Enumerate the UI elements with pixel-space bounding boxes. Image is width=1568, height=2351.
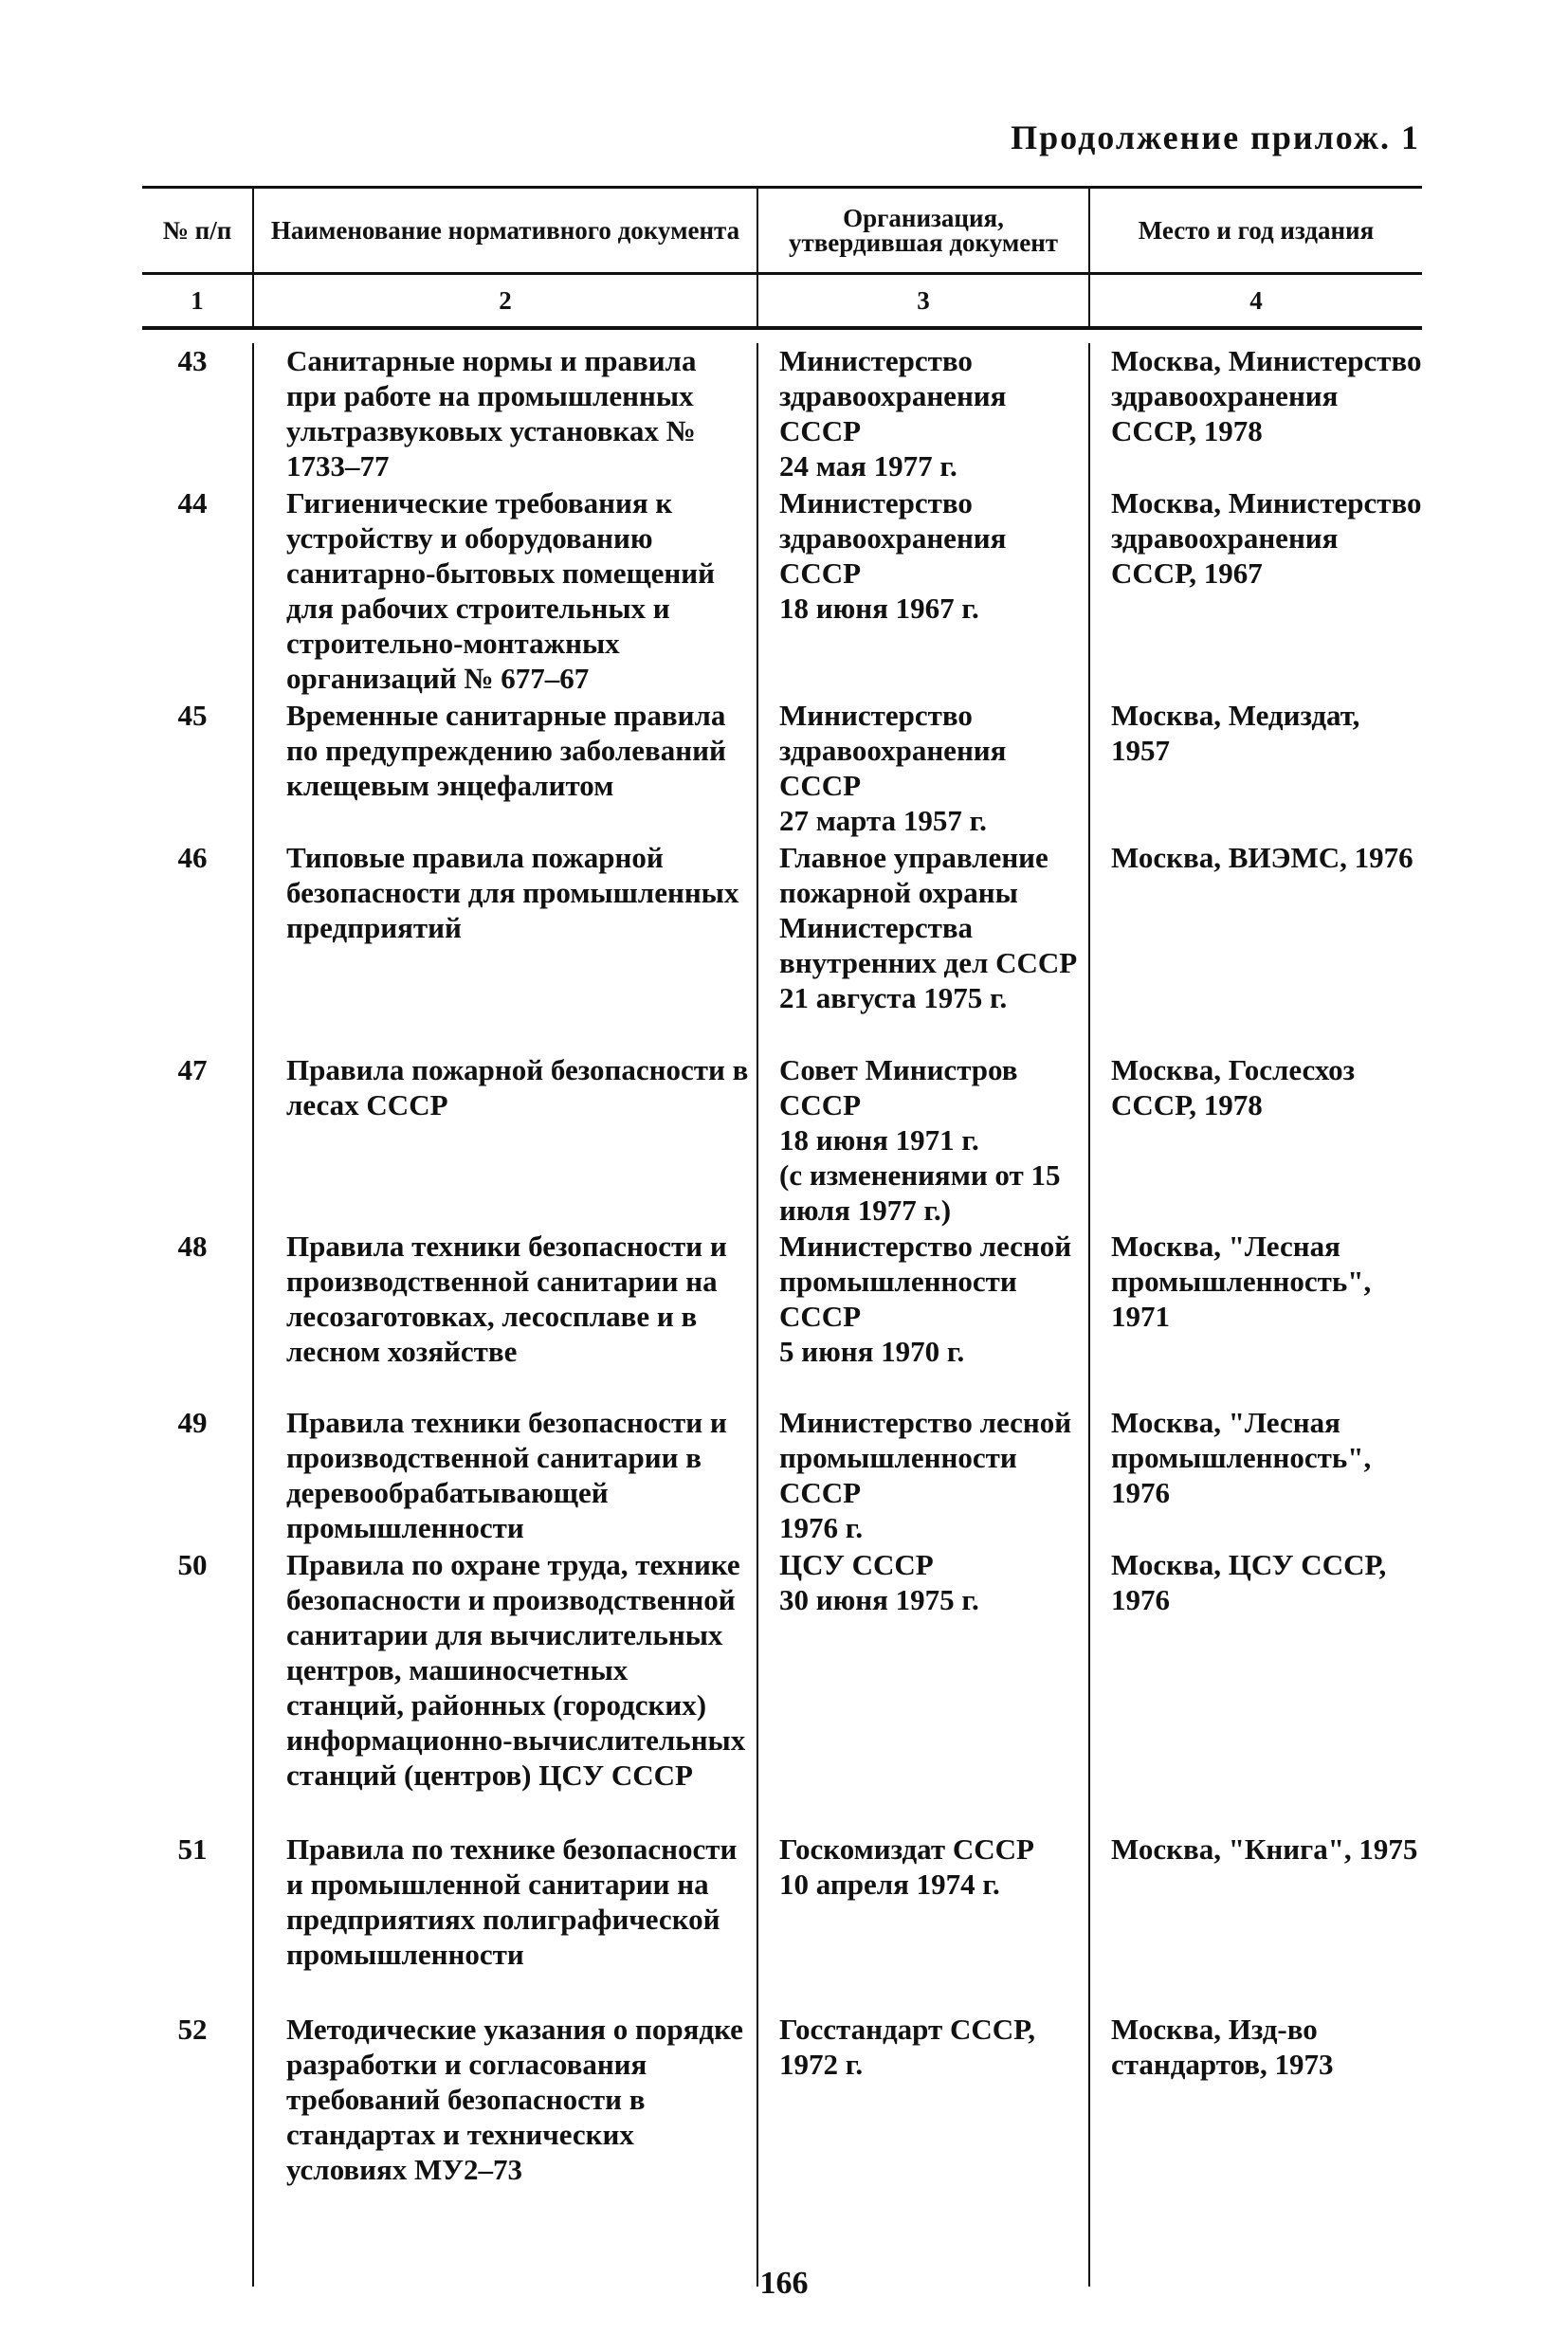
table-row: [142, 2012, 1422, 2192]
row-organization: Министерство здравоохранения СССР 18 июня 1967 г.: [779, 486, 1007, 625]
row-number: 45: [177, 699, 208, 732]
col-number-4: 4: [1088, 275, 1422, 326]
row-number: 44: [177, 486, 208, 519]
column-divider: [252, 343, 254, 2287]
row-number: 51: [177, 1832, 208, 1866]
row-organization: Министерство лесной промышленности СССР 5 июня 1970 г.: [779, 1230, 1072, 1368]
row-organization: Госстандарт СССР, 1972 г.: [779, 2013, 1035, 2081]
standards-table: [142, 186, 1422, 2192]
row-place-year: Москва, Медиздат, 1957: [1111, 699, 1360, 767]
table-row: [142, 1547, 1422, 1832]
row-document-name: Правила по технике безопасности и промышленной санитарии на предприятиях полиграфической промышленности: [286, 1832, 738, 1971]
row-document-name: Временные санитарные правила по предупреждению заболеваний клещевым энцефалитом: [286, 699, 726, 802]
table-header-row: [142, 186, 1422, 272]
row-document-name: Правила по охране труда, технике безопасности и производственной санитарии для вычислительных центров, машиносчетных станций, районных (городских) информационно-вычислительных станций (центров) ЦСУ СССР: [286, 1548, 746, 1792]
continuation-label: Продолжение прилож. 1: [1011, 118, 1420, 156]
row-document-name: Гигиенические требования к устройству и оборудованию санитарно-бытовых помещений для рабочих строительных и строительно-монтажных организаций № 677–67: [286, 486, 715, 695]
table-row: [142, 1229, 1422, 1405]
row-place-year: Москва, ЦСУ СССР, 1976: [1111, 1548, 1387, 1616]
col-header-name: Наименование нормативного документа: [252, 189, 757, 272]
table-row: [142, 343, 1422, 485]
table-row: [142, 1052, 1422, 1229]
row-organization: Госкомиздат СССР 10 апреля 1974 г.: [779, 1832, 1034, 1901]
table-body: [142, 343, 1422, 2192]
row-number: 48: [177, 1230, 208, 1263]
table-row: [142, 485, 1422, 698]
row-organization: Главное управление пожарной охраны Министерства внутренних дел СССР 21 августа 1975 г.: [779, 841, 1078, 1014]
row-organization: Министерство лесной промышленности СССР 1976 г.: [779, 1406, 1072, 1544]
row-number: 49: [177, 1406, 208, 1439]
row-place-year: Москва, Изд-во стандартов, 1973: [1111, 2013, 1334, 2081]
table-row: [142, 840, 1422, 1052]
col-number-2: 2: [252, 275, 757, 326]
row-organization: Министерство здравоохранения СССР 24 мая 1977 г.: [779, 344, 1007, 483]
col-number-1: 1: [191, 286, 204, 315]
col-number-3: 3: [757, 275, 1088, 326]
row-number: 43: [177, 344, 208, 377]
row-organization: Совет Министров СССР 18 июня 1971 г. (с изменениями от 15 июля 1977 г.): [779, 1053, 1061, 1227]
row-organization: Министерство здравоохранения СССР 27 марта 1957 г.: [779, 699, 1007, 837]
row-document-name: Типовые правила пожарной безопасности для промышленных предприятий: [286, 841, 739, 944]
column-divider: [757, 343, 758, 2287]
row-place-year: Москва, Гослесхоз СССР, 1978: [1111, 1053, 1356, 1121]
row-document-name: Методические указания о порядке разработки и согласования требований безопасности в стандартах и технических условиях МУ2–73: [286, 2013, 743, 2186]
row-place-year: Москва, "Лесная промышленность", 1971: [1111, 1230, 1372, 1333]
row-place-year: Москва, Министерство здравоохранения СССР, 1967: [1111, 486, 1422, 590]
column-divider: [1088, 343, 1090, 2287]
row-document-name: Правила техники безопасности и производственной санитарии в деревообрабатывающей промышленности: [286, 1406, 727, 1544]
row-place-year: Москва, Министерство здравоохранения СССР, 1978: [1111, 344, 1422, 447]
row-organization: ЦСУ СССР 30 июня 1975 г.: [779, 1548, 979, 1616]
table-row: [142, 698, 1422, 840]
col-header-organization: Организация, утвердившая документ: [757, 189, 1088, 272]
table-column-numbers-row: [142, 272, 1422, 330]
row-document-name: Правила пожарной безопасности в лесах СССР: [286, 1053, 749, 1121]
col-header-number: № п/п: [162, 216, 232, 245]
col-header-place-year: Место и год издания: [1088, 189, 1422, 272]
row-document-name: Правила техники безопасности и производственной санитарии на лесозаготовках, лесосплаве и в лесном хозяйстве: [286, 1230, 727, 1368]
table-row: [142, 1405, 1422, 1547]
row-place-year: Москва, "Книга", 1975: [1111, 1832, 1418, 1866]
row-place-year: Москва, "Лесная промышленность", 1976: [1111, 1406, 1372, 1509]
row-number: 52: [177, 2013, 208, 2046]
row-number: 47: [177, 1053, 208, 1086]
page-number: 166: [759, 2266, 809, 2301]
row-place-year: Москва, ВИЭМС, 1976: [1111, 841, 1413, 874]
table-row: [142, 1832, 1422, 2012]
row-document-name: Санитарные нормы и правила при работе на промышленных ультразвуковых установках № 1733–77: [286, 344, 697, 483]
row-number: 46: [177, 841, 208, 874]
row-number: 50: [177, 1548, 208, 1581]
